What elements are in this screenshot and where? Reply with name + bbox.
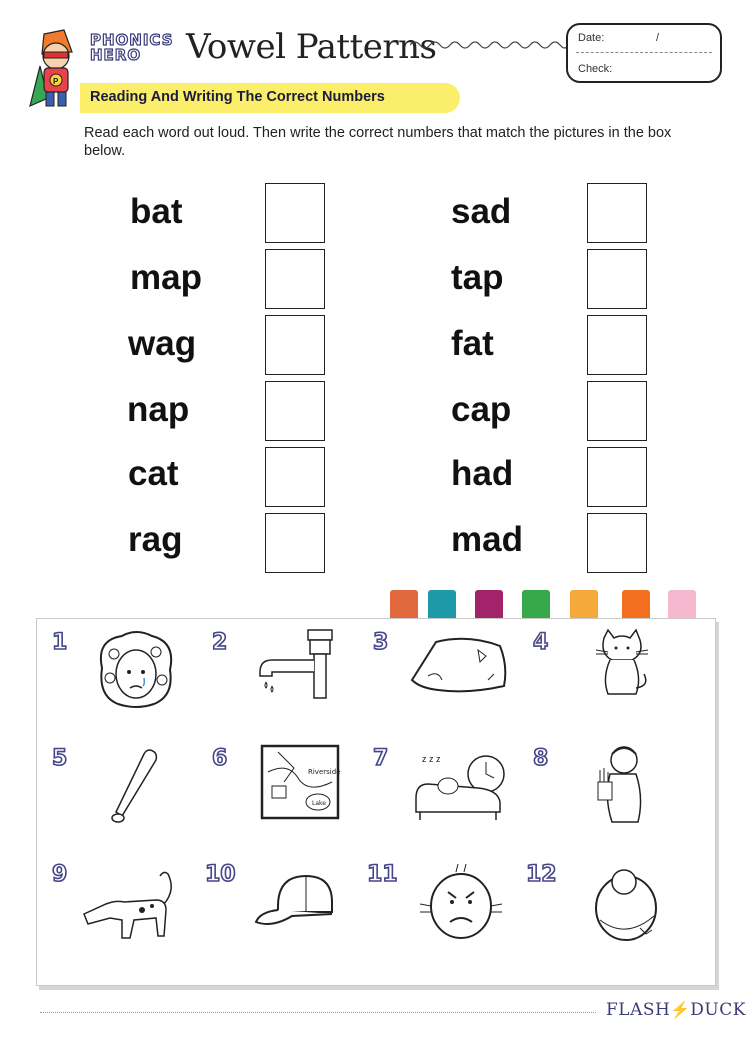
page-title: Vowel Patterns	[186, 27, 437, 67]
svg-text:Lake: Lake	[312, 800, 326, 807]
word-left-3: wag	[128, 324, 197, 363]
color-tab-6	[622, 590, 650, 620]
answer-box-map[interactable]	[265, 249, 325, 309]
map-icon	[258, 742, 342, 822]
word-left-5: cat	[128, 454, 179, 493]
brand-line-2: HERO	[90, 46, 142, 64]
answer-box-fat[interactable]	[587, 315, 647, 375]
logo-text-left: FLASH	[606, 1000, 671, 1020]
answer-box-cap[interactable]	[587, 381, 647, 441]
napping-man-icon	[408, 748, 514, 824]
svg-text:P: P	[53, 77, 59, 86]
cap-icon	[252, 872, 342, 932]
word-right-6: mad	[451, 520, 523, 559]
date-slash: /	[656, 32, 660, 44]
rag-cloth-icon	[408, 630, 514, 696]
instructions: Read each word out loud. Then write the correct numbers that match the pictures in the box below.	[84, 125, 672, 159]
color-tab-1	[390, 590, 418, 620]
picture-number-8: 8	[533, 746, 549, 771]
footer-divider	[40, 1012, 596, 1013]
mad-face-icon	[416, 860, 506, 946]
banner-text: Reading And Writing The Correct Numbers	[90, 89, 385, 105]
word-right-3: fat	[451, 324, 494, 363]
answer-box-mad[interactable]	[587, 513, 647, 573]
answer-box-rag[interactable]	[265, 513, 325, 573]
color-tab-5	[570, 590, 598, 620]
word-right-1: sad	[451, 192, 512, 231]
fat-man-icon	[590, 860, 660, 946]
boy-with-fries-icon	[590, 742, 654, 828]
picture-number-3: 3	[373, 630, 389, 655]
flash-duck-logo	[606, 1000, 746, 1026]
check-label: Check:	[578, 63, 613, 75]
dog-wagging-icon	[80, 866, 180, 940]
color-tab-4	[522, 590, 550, 620]
picture-number-9: 9	[52, 862, 68, 887]
answer-box-cat[interactable]	[265, 447, 325, 507]
answer-box-tap[interactable]	[587, 249, 647, 309]
picture-number-2: 2	[212, 630, 228, 655]
date-label: Date:	[578, 32, 605, 44]
word-right-5: had	[451, 454, 514, 493]
lightning-bolt-icon: ⚡	[670, 1002, 691, 1019]
baseball-bat-icon	[104, 746, 164, 826]
color-tab-3	[475, 590, 503, 620]
word-right-4: cap	[451, 390, 512, 429]
logo-text-right: DUCK	[690, 1000, 746, 1020]
brand-line-1: PHONICS	[90, 31, 174, 49]
word-right-2: tap	[451, 258, 504, 297]
date-check-box	[566, 23, 722, 83]
answer-box-sad[interactable]	[587, 183, 647, 243]
picture-number-1: 1	[52, 630, 68, 655]
picture-number-4: 4	[533, 630, 549, 655]
squiggle-divider-icon	[410, 38, 568, 52]
word-left-1: bat	[130, 192, 183, 231]
date-divider	[576, 52, 712, 53]
answer-box-wag[interactable]	[265, 315, 325, 375]
answer-box-had[interactable]	[587, 447, 647, 507]
svg-text:Riverside: Riverside	[308, 768, 341, 776]
color-tab-7	[668, 590, 696, 620]
word-left-6: rag	[128, 520, 183, 559]
word-left-4: nap	[127, 390, 190, 429]
picture-number-6: 6	[212, 746, 228, 771]
picture-number-7: 7	[373, 746, 389, 771]
word-left-2: map	[130, 258, 202, 297]
phonics-hero-logo	[90, 33, 182, 63]
picture-number-12: 12	[526, 862, 557, 887]
answer-box-bat[interactable]	[265, 183, 325, 243]
picture-number-11: 11	[367, 862, 398, 887]
svg-text:z z z: z z z	[422, 754, 441, 764]
girl-face-icon	[92, 628, 180, 710]
tap-faucet-icon	[252, 628, 338, 706]
picture-number-5: 5	[52, 746, 68, 771]
phonics-hero-mascot-icon	[26, 28, 86, 110]
cat-icon	[592, 628, 652, 702]
color-tab-2	[428, 590, 456, 620]
picture-number-10: 10	[205, 862, 236, 887]
answer-box-nap[interactable]	[265, 381, 325, 441]
